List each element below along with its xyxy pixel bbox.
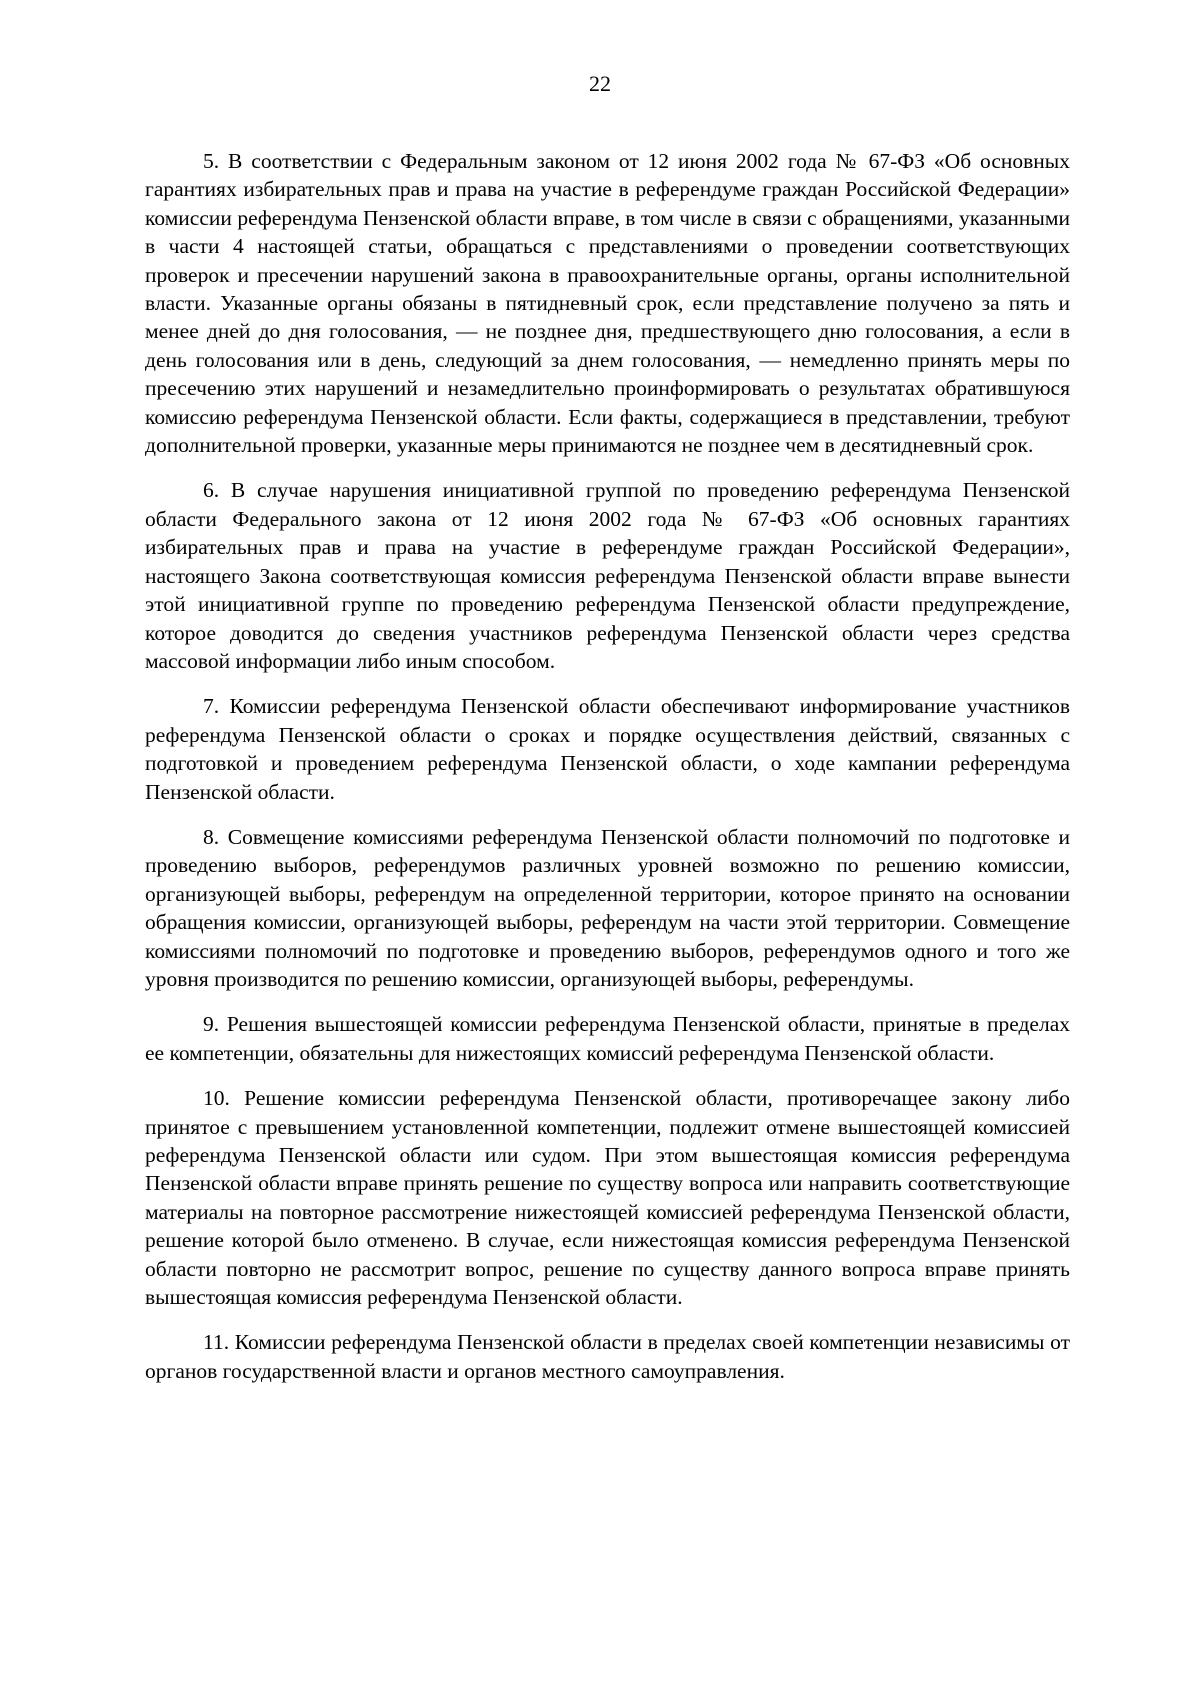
paragraph-5: 5. В соответствии с Федеральным законом от 12 июня 2002 года № 67-ФЗ «Об основных гарантиях избирательных прав и права на участие в референдуме граждан Российской Федерации» комиссии референдума Пензенской области вправе, в том числе в связи с обращениями, указанными в части 4 настоящей статьи, обращаться с представлениями о проведении соответствующих проверок и пресечении нарушений закона в правоохранительные органы, органы исполнительной власти. Указанные органы обязаны в пятидневный срок, если представление получено за пять и менее дней до дня голосования, — не позднее дня, предшествующего дню голосования, а если в день голосования или в день, следующий за днем голосования, — немедленно принять меры по пресечению этих нарушений и незамедлительно проинформировать о результатах обратившуюся комиссию референдума Пензенской области. Если факты, содержащиеся в представлении, требуют дополнительной проверки, указанные меры принимаются не позднее чем в десятидневный срок. <box>145 149 1070 458</box>
paragraph-9: 9. Решения вышестоящей комиссии референдума Пензенской области, принятые в пределах ее компетенции, обязательны для нижестоящих комиссий референдума Пензенской области. <box>145 1012 1070 1065</box>
page-number: 22 <box>589 71 611 96</box>
document-body <box>145 147 1070 1402</box>
paragraph-6: 6. В случае нарушения инициативной группой по проведению референдума Пензенской области Федерального закона от 12 июня 2002 года № 67-ФЗ «Об основных гарантиях избирательных прав и права на участие в референдуме граждан Российской Федерации», настоящего Закона соответствующая комиссия референдума Пензенской области вправе вынести этой инициативной группе по проведению референдума Пензенской области предупреждение, которое доводится до сведения участников референдума Пензенской области через средства массовой информации либо иным способом. <box>145 478 1070 673</box>
paragraph-7: 7. Комиссии референдума Пензенской области обеспечивают информирование участников референдума Пензенской области о сроках и порядке осуществления действий, связанных с подготовкой и проведением референдума Пензенской области, о ходе кампании референдума Пензенской области. <box>145 694 1070 804</box>
paragraph-8: 8. Совмещение комиссиями референдума Пензенской области полномочий по подготовке и проведению выборов, референдумов различных уровней возможно по решению комиссии, организующей выборы, референдум на определенной территории, которое принято на основании обращения комиссии, организующей выборы, референдум на части этой территории. Совмещение комиссиями полномочий по подготовке и проведению выборов, референдумов одного и того же уровня производится по решению комиссии, организующей выборы, референдумы. <box>145 824 1070 991</box>
paragraph-11: 11. Комиссии референдума Пензенской области в пределах своей компетенции независимы от органов государственной власти и органов местного самоуправления. <box>145 1330 1070 1383</box>
paragraph-10: 10. Решение комиссии референдума Пензенской области, противоречащее закону либо принятое с превышением установленной компетенции, подлежит отмене вышестоящей комиссией референдума Пензенской области или судом. При этом вышестоящая комиссия референдума Пензенской области вправе принять решение по существу вопроса или направить соответствующие материалы на повторное рассмотрение нижестоящей комиссией референдума Пензенской области, решение которой было отменено. В случае, если нижестоящая комиссия референдума Пензенской области повторно не рассмотрит вопрос, решение по существу данного вопроса вправе принять вышестоящая комиссия референдума Пензенской области. <box>145 1086 1070 1310</box>
